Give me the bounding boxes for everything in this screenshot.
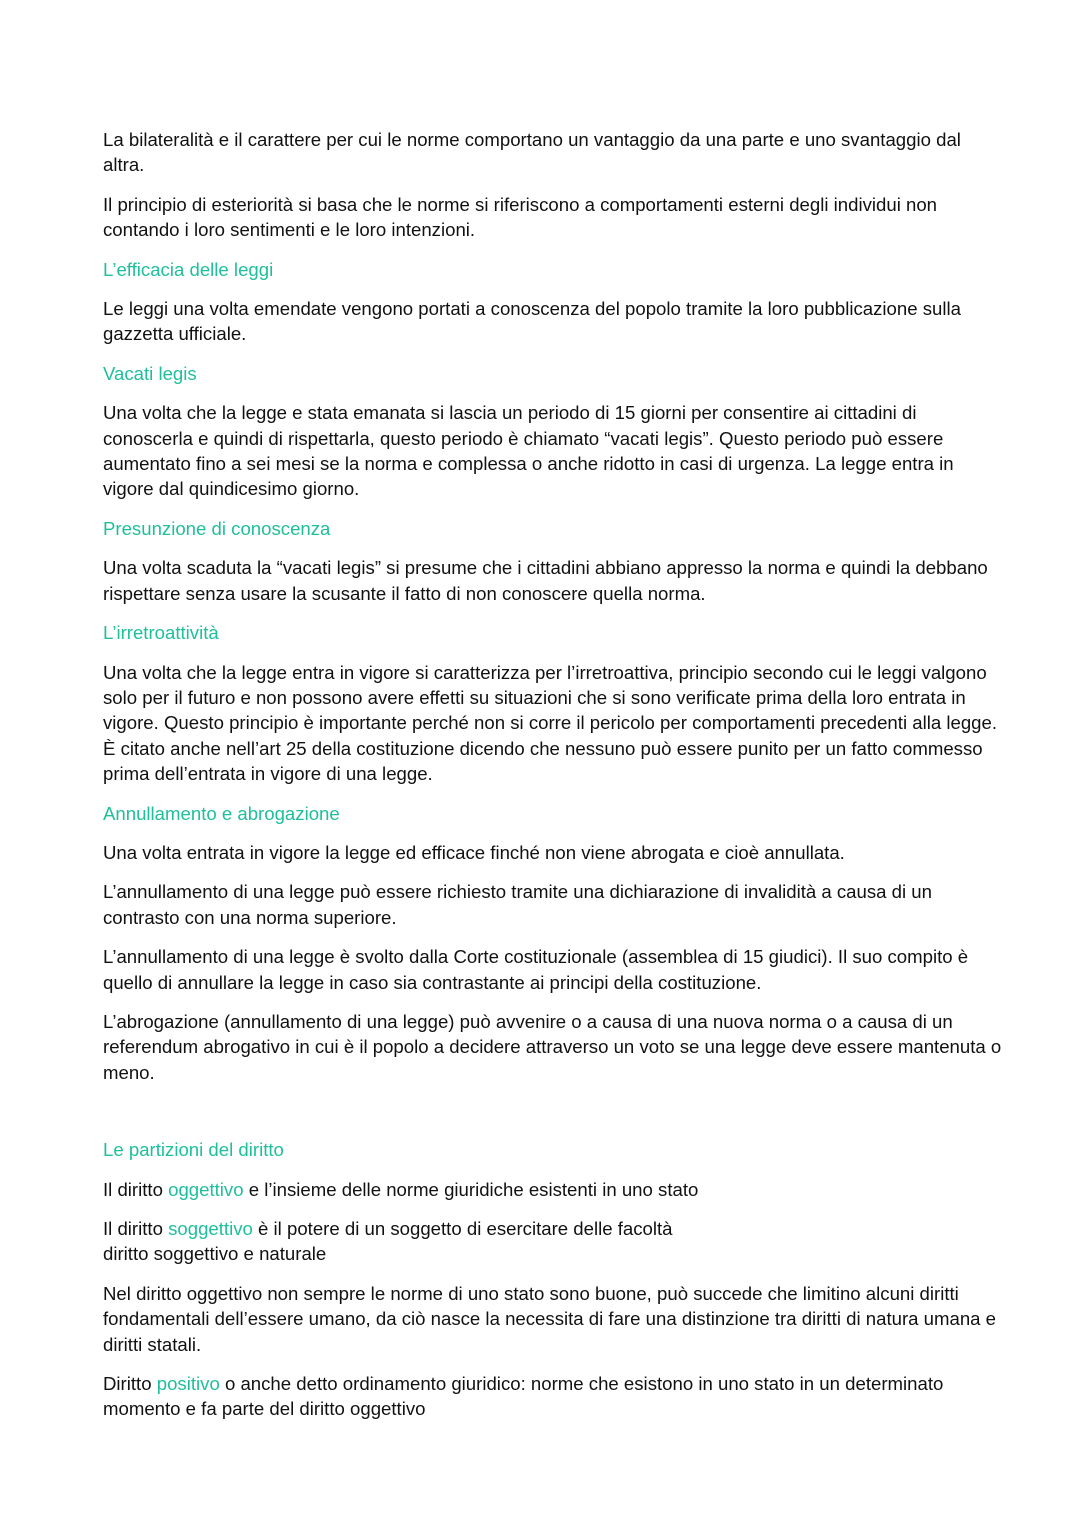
paragraph-abrogazione: L’abrogazione (annullamento di una legge) può avvenire o a causa di una nuova norma o a causa di un referendum abrogativo in cui è il popolo a decidere attraverso un voto se una legge deve essere mantenuta o meno. xyxy=(103,1010,1002,1083)
paragraph-efficacia: Le leggi una volta emendate vengono portati a conoscenza del popolo tramite la loro pubblicazione sulla gazzetta ufficiale. xyxy=(103,298,961,345)
paragraph-annullamento-1: Una volta entrata in vigore la legge ed efficace finché non viene abrogata e cioè annullata. xyxy=(103,841,845,863)
text-run: Il diritto xyxy=(103,1178,169,1200)
heading-presunzione: Presunzione di conoscenza xyxy=(103,517,331,539)
paragraph-presunzione: Una volta scaduta la “vacati legis” si presume che i cittadini abbiano appresso la norma e quindi la debbano rispettare senza usare la scusante il fatto di non conoscere quella norma. xyxy=(103,557,988,604)
heading-irretroattivita: L’irretroattività xyxy=(103,622,219,644)
text-run: o anche detto ordinamento giuridico: norme che esistono in uno stato in un determinato momento e fa parte del diritto oggettivo xyxy=(103,1373,944,1420)
text-run: e l’insieme delle norme giuridiche esistenti in uno stato xyxy=(243,1178,699,1200)
term-soggettivo: soggettivo xyxy=(168,1218,253,1239)
text-run: Diritto xyxy=(103,1373,157,1395)
paragraph-annullamento-2: L’annullamento di una legge può essere richiesto tramite una dichiarazione di invalidità a causa di un contrasto con una norma superiore. xyxy=(103,881,932,928)
text-run: Il diritto xyxy=(103,1218,169,1239)
text-run: è il potere di un soggetto di esercitare delle facoltà xyxy=(252,1218,673,1239)
paragraph-bilateralita: La bilateralità e il carattere per cui le norme comportano un vantaggio da una parte e uno svantaggio dal altra. xyxy=(103,129,961,176)
document-page xyxy=(103,127,1003,1436)
paragraph-irretroattivita: Una volta che la legge entra in vigore si caratterizza per l’irretroattiva, principio secondo cui le leggi valgono solo per il futuro e non possono avere effetti su situazioni che si sono verificate prima della loro entrata in vigore. Questo principio è importante perché non si corre il pericolo per comportamenti precedenti alla legge. È citato anche nell’art 25 della costituzione dicendo che nessuno può essere punito per un fatto commesso prima dell’entrata in vigore di una legge. xyxy=(103,661,998,785)
paragraph-diritto-soggettivo xyxy=(103,1216,1003,1267)
heading-partizioni: Le partizioni del diritto xyxy=(103,1139,284,1161)
text-run: diritto soggettivo e naturale xyxy=(103,1243,327,1265)
paragraph-esteriorita: Il principio di esteriorità si basa che le norme si riferiscono a comportamenti esterni degli individui non contando i loro sentimenti e le loro intenzioni. xyxy=(103,193,938,241)
paragraph-diritti-natura: Nel diritto oggettivo non sempre le norme di uno stato sono buone, può succede che limitino alcuni diritti fondamentali dell’essere umano, da ciò nasce la necessita di fare una distinzione tra diritti di natura umana e diritti statali. xyxy=(103,1282,997,1355)
heading-vacati-legis: Vacati legis xyxy=(103,362,197,384)
heading-annullamento: Annullamento e abrogazione xyxy=(103,802,340,824)
section-spacer xyxy=(103,1099,1003,1137)
term-oggettivo: oggettivo xyxy=(168,1178,244,1200)
paragraph-annullamento-3: L’annullamento di una legge è svolto dalla Corte costituzionale (assemblea di 15 giudici). Il suo compito è quello di annullare la legge in caso sia contrastante ai principi della costituzione. xyxy=(103,946,969,993)
paragraph-diritto-oggettivo xyxy=(103,1177,1003,1202)
term-positivo: positivo xyxy=(156,1373,220,1395)
heading-efficacia: L’efficacia delle leggi xyxy=(103,258,274,280)
paragraph-vacati-legis: Una volta che la legge e stata emanata si lascia un periodo di 15 giorni per consentire ai cittadini di conoscerla e quindi di rispettarla, questo periodo è chiamato “vacati legis”. Questo periodo può essere aumentato fino a sei mesi se la norma e complessa o anche ridotto in casi di urgenza. La legge entra in vigore dal quindicesimo giorno. xyxy=(103,402,954,500)
paragraph-diritto-positivo xyxy=(103,1371,1003,1422)
